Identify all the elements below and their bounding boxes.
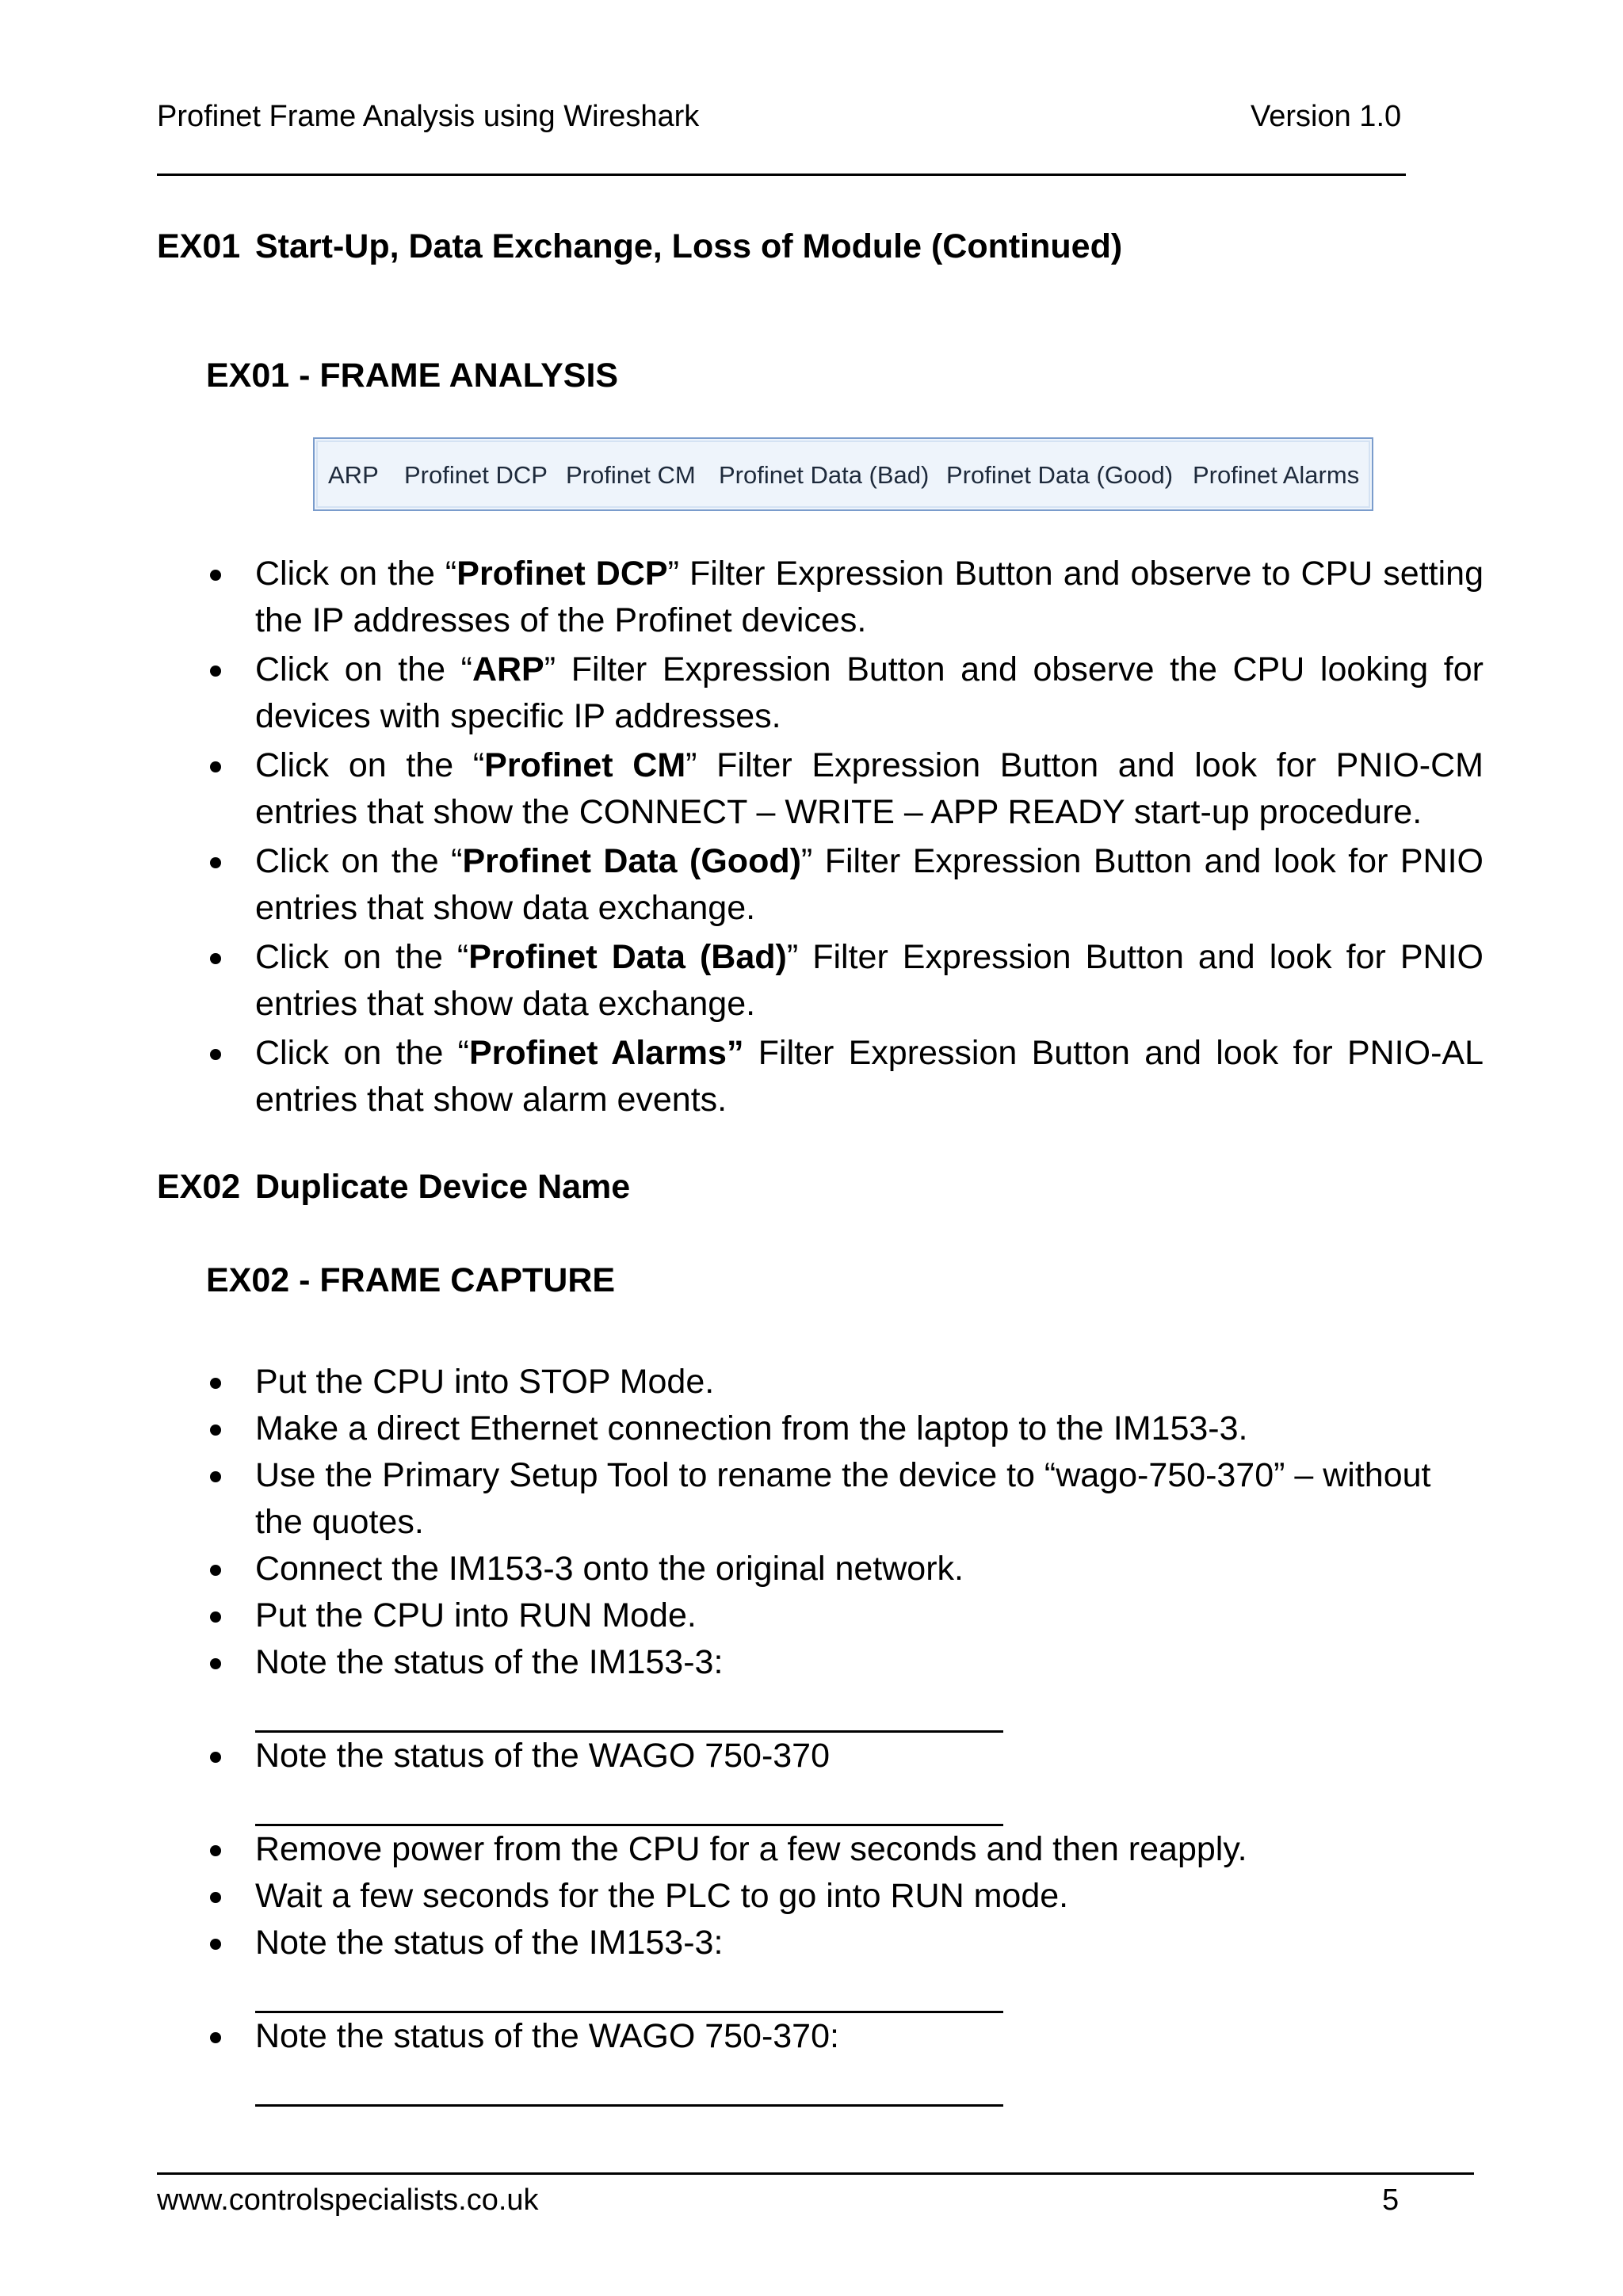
list-item: Put the CPU into STOP Mode.	[206, 1359, 1442, 1405]
list-item: Note the status of the WAGO 750-370:	[206, 2013, 1442, 2107]
filter-name: Profinet Data (Bad)	[468, 938, 787, 976]
list-item: Connect the IM153-3 onto the original network.	[206, 1546, 1442, 1592]
answer-blank-line[interactable]	[255, 2060, 1003, 2107]
section-number: EX01	[157, 227, 241, 265]
header-version: Version 1.0	[1251, 100, 1402, 133]
header-title: Profinet Frame Analysis using Wireshark	[157, 100, 700, 133]
section-number: EX02	[157, 1168, 241, 1206]
filter-name: Profinet Alarms”	[469, 1034, 744, 1072]
list-item: Make a direct Ethernet connection from the laptop to the IM153-3.	[206, 1405, 1442, 1452]
section-title: Duplicate Device Name	[255, 1168, 631, 1206]
list-item: Use the Primary Setup Tool to rename the device to “wago-750-370” – without the quotes.	[206, 1452, 1442, 1546]
page-number: 5	[1382, 2183, 1400, 2217]
filter-button-profinet-data-good[interactable]: Profinet Data (Good)	[946, 461, 1174, 489]
section-title: Start-Up, Data Exchange, Loss of Module (Continued)	[255, 227, 1123, 265]
filter-name: Profinet DCP	[456, 555, 668, 593]
subheading-frame-analysis: EX01 - FRAME ANALYSIS	[206, 357, 619, 395]
subheading-frame-capture: EX02 - FRAME CAPTURE	[206, 1261, 616, 1299]
frame-analysis-list	[206, 551, 1484, 1126]
list-item: Remove power from the CPU for a few seconds and then reapply.	[206, 1826, 1442, 1873]
footer-website: www.controlspecialists.co.uk	[157, 2183, 539, 2217]
filter-button-profinet-alarms[interactable]: Profinet Alarms	[1193, 461, 1360, 489]
answer-blank-line[interactable]	[255, 1779, 1003, 1826]
header-divider	[157, 174, 1406, 176]
answer-blank-line[interactable]	[255, 1966, 1003, 2013]
list-item: Click on the “Profinet DCP” Filter Expression Button and observe to CPU setting the IP addresses of the Profinet devices.	[206, 551, 1484, 644]
list-item: Note the status of the WAGO 750-370	[206, 1733, 1442, 1826]
filter-name: ARP	[472, 650, 544, 688]
list-item: Put the CPU into RUN Mode.	[206, 1592, 1442, 1639]
filter-button-profinet-cm[interactable]: Profinet CM	[566, 461, 696, 489]
list-item: Click on the “Profinet CM” Filter Expression Button and look for PNIO-CM entries that show the CONNECT – WRITE – APP READY start-up procedure.	[206, 742, 1484, 836]
filter-expression-toolbar	[313, 437, 1373, 511]
filter-name: Profinet Data (Good)	[462, 842, 801, 880]
list-item: Note the status of the IM153-3:	[206, 1639, 1442, 1733]
list-item: Wait a few seconds for the PLC to go into RUN mode.	[206, 1873, 1442, 1920]
list-item: Click on the “Profinet Data (Good)” Filter Expression Button and look for PNIO entries that show data exchange.	[206, 838, 1484, 932]
list-item: Click on the “ARP” Filter Expression Button and observe the CPU looking for devices with specific IP addresses.	[206, 646, 1484, 740]
answer-blank-line[interactable]	[255, 1686, 1003, 1733]
filter-button-profinet-data-bad[interactable]: Profinet Data (Bad)	[719, 461, 930, 489]
section-heading-ex01	[157, 227, 1122, 266]
list-item: Click on the “Profinet Data (Bad)” Filter Expression Button and look for PNIO entries that show data exchange.	[206, 934, 1484, 1028]
list-item: Note the status of the IM153-3:	[206, 1920, 1442, 2013]
frame-capture-steps	[206, 1359, 1442, 2107]
filter-name: Profinet CM	[484, 746, 686, 784]
filter-button-arp[interactable]: ARP	[328, 461, 379, 489]
list-item: Click on the “Profinet Alarms” Filter Expression Button and look for PNIO-AL entries that show alarm events.	[206, 1030, 1484, 1123]
footer-divider	[157, 2172, 1474, 2175]
section-heading-ex02	[157, 1168, 630, 1207]
filter-button-profinet-dcp[interactable]: Profinet DCP	[404, 461, 548, 489]
